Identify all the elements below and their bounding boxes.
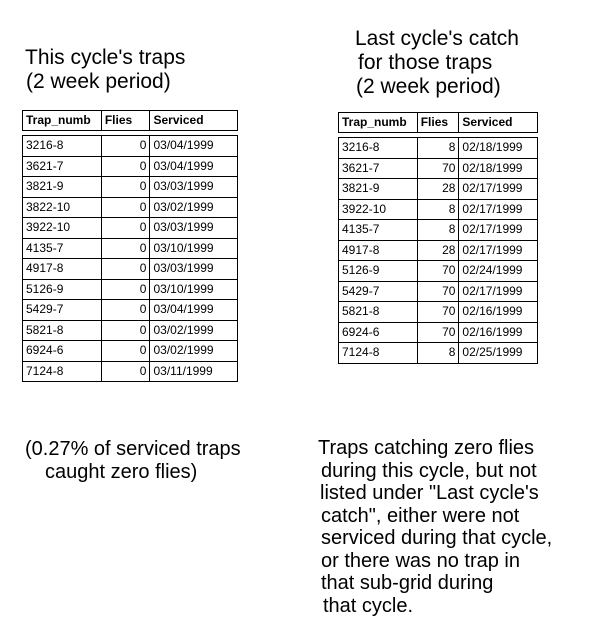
flies-cell: 0 bbox=[101, 218, 150, 239]
note-line: caught zero flies) bbox=[45, 460, 198, 483]
column-header-flies: Flies bbox=[417, 113, 459, 133]
note-line: listed under "Last cycle's bbox=[320, 482, 539, 504]
flies-cell: 0 bbox=[101, 156, 150, 177]
table-row bbox=[23, 320, 238, 341]
table-header-row bbox=[23, 111, 238, 131]
table-row bbox=[23, 259, 238, 280]
trap-number-cell: 4135-7 bbox=[339, 220, 418, 241]
flies-cell: 8 bbox=[417, 220, 459, 241]
flies-cell: 0 bbox=[101, 177, 150, 198]
table-row bbox=[23, 136, 238, 157]
note-line: serviced during that cycle, bbox=[321, 527, 553, 549]
flies-cell: 0 bbox=[101, 361, 150, 382]
serviced-date-cell: 02/16/1999 bbox=[459, 302, 538, 323]
flies-cell: 8 bbox=[417, 199, 459, 220]
flies-cell: 0 bbox=[101, 320, 150, 341]
flies-cell: 70 bbox=[417, 261, 459, 282]
heading-line: Last cycle's catch bbox=[355, 27, 519, 50]
last-cycle-catch-table bbox=[338, 112, 538, 364]
trap-number-cell: 5821-8 bbox=[23, 320, 102, 341]
note-line: during this cycle, but not bbox=[321, 459, 537, 482]
table-row bbox=[339, 220, 538, 241]
serviced-date-cell: 03/03/1999 bbox=[150, 259, 238, 280]
table-row bbox=[339, 261, 538, 282]
flies-cell: 70 bbox=[417, 302, 459, 323]
trap-number-cell: 5126-9 bbox=[339, 261, 418, 282]
serviced-date-cell: 02/17/1999 bbox=[459, 281, 538, 302]
flies-cell: 0 bbox=[101, 136, 150, 157]
table-row bbox=[339, 158, 538, 179]
this-cycle-heading bbox=[25, 46, 185, 94]
table-row bbox=[23, 300, 238, 321]
note-line: that sub-grid during bbox=[321, 572, 494, 594]
flies-cell: 0 bbox=[101, 300, 150, 321]
zero-flies-percentage-note bbox=[25, 438, 241, 483]
serviced-date-cell: 03/11/1999 bbox=[150, 361, 238, 382]
trap-number-cell: 3216-8 bbox=[339, 138, 418, 159]
trap-number-cell: 3922-10 bbox=[339, 199, 418, 220]
column-header-serviced: Serviced bbox=[459, 113, 538, 133]
trap-number-cell: 5126-9 bbox=[23, 279, 102, 300]
trap-number-cell: 3621-7 bbox=[23, 156, 102, 177]
serviced-date-cell: 03/10/1999 bbox=[150, 238, 238, 259]
serviced-date-cell: 02/17/1999 bbox=[459, 179, 538, 200]
trap-number-cell: 3922-10 bbox=[23, 218, 102, 239]
note-line: that cycle. bbox=[323, 594, 414, 617]
trap-number-cell: 5821-8 bbox=[339, 302, 418, 323]
trap-number-cell: 3621-7 bbox=[339, 158, 418, 179]
table-row bbox=[339, 199, 538, 220]
serviced-date-cell: 02/17/1999 bbox=[459, 220, 538, 241]
serviced-date-cell: 03/04/1999 bbox=[150, 136, 238, 157]
trap-number-cell: 7124-8 bbox=[339, 343, 418, 364]
table-row bbox=[23, 218, 238, 239]
serviced-date-cell: 03/02/1999 bbox=[150, 197, 238, 218]
serviced-date-cell: 02/17/1999 bbox=[459, 199, 538, 220]
flies-cell: 0 bbox=[101, 341, 150, 362]
explanation-note bbox=[318, 437, 552, 617]
table-row bbox=[23, 177, 238, 198]
serviced-date-cell: 03/04/1999 bbox=[150, 156, 238, 177]
serviced-date-cell: 02/25/1999 bbox=[459, 343, 538, 364]
flies-cell: 70 bbox=[417, 158, 459, 179]
table-row bbox=[23, 279, 238, 300]
table-row bbox=[339, 240, 538, 261]
heading-line: This cycle's traps bbox=[25, 46, 186, 69]
trap-number-cell: 3821-9 bbox=[23, 177, 102, 198]
heading-line: for those traps bbox=[358, 51, 493, 74]
serviced-date-cell: 02/18/1999 bbox=[459, 158, 538, 179]
note-line: or there was no trap in bbox=[321, 549, 520, 572]
this-cycle-traps-table bbox=[22, 110, 238, 382]
trap-number-cell: 3822-10 bbox=[23, 197, 102, 218]
note-line: Traps catching zero flies bbox=[318, 437, 535, 459]
trap-number-cell: 3216-8 bbox=[23, 136, 102, 157]
column-header-trap-number: Trap_numb bbox=[339, 113, 418, 133]
trap-number-cell: 3821-9 bbox=[339, 179, 418, 200]
trap-number-cell: 4917-8 bbox=[339, 240, 418, 261]
serviced-date-cell: 03/04/1999 bbox=[150, 300, 238, 321]
trap-number-cell: 5429-7 bbox=[23, 300, 102, 321]
serviced-date-cell: 03/10/1999 bbox=[150, 279, 238, 300]
serviced-date-cell: 02/16/1999 bbox=[459, 322, 538, 343]
flies-cell: 70 bbox=[417, 281, 459, 302]
flies-cell: 0 bbox=[101, 197, 150, 218]
column-header-flies: Flies bbox=[101, 111, 150, 131]
flies-cell: 28 bbox=[417, 179, 459, 200]
trap-number-cell: 4917-8 bbox=[23, 259, 102, 280]
note-line: catch", either were not bbox=[321, 504, 520, 527]
serviced-date-cell: 03/03/1999 bbox=[150, 218, 238, 239]
trap-number-cell: 4135-7 bbox=[23, 238, 102, 259]
serviced-date-cell: 02/24/1999 bbox=[459, 261, 538, 282]
table-row bbox=[339, 281, 538, 302]
serviced-date-cell: 03/02/1999 bbox=[150, 341, 238, 362]
serviced-date-cell: 02/17/1999 bbox=[459, 240, 538, 261]
trap-number-cell: 5429-7 bbox=[339, 281, 418, 302]
column-header-trap-number: Trap_numb bbox=[23, 111, 102, 131]
serviced-date-cell: 03/03/1999 bbox=[150, 177, 238, 198]
table-row bbox=[339, 302, 538, 323]
heading-line: (2 week period) bbox=[356, 75, 501, 98]
flies-cell: 28 bbox=[417, 240, 459, 261]
flies-cell: 0 bbox=[101, 259, 150, 280]
table-row bbox=[339, 343, 538, 364]
table-row bbox=[23, 197, 238, 218]
table-row bbox=[339, 138, 538, 159]
flies-cell: 0 bbox=[101, 238, 150, 259]
table-header-row bbox=[339, 113, 538, 133]
column-header-serviced: Serviced bbox=[150, 111, 238, 131]
flies-cell: 0 bbox=[101, 279, 150, 300]
serviced-date-cell: 02/18/1999 bbox=[459, 138, 538, 159]
last-cycle-heading bbox=[355, 27, 519, 99]
heading-line: (2 week period) bbox=[26, 70, 171, 93]
note-line: (0.27% of serviced traps bbox=[25, 438, 241, 460]
table-row bbox=[339, 179, 538, 200]
flies-cell: 8 bbox=[417, 343, 459, 364]
trap-number-cell: 7124-8 bbox=[23, 361, 102, 382]
flies-cell: 8 bbox=[417, 138, 459, 159]
table-row bbox=[23, 341, 238, 362]
table-row bbox=[23, 156, 238, 177]
trap-number-cell: 6924-6 bbox=[23, 341, 102, 362]
serviced-date-cell: 03/02/1999 bbox=[150, 320, 238, 341]
table-row bbox=[339, 322, 538, 343]
table-row bbox=[23, 238, 238, 259]
flies-cell: 70 bbox=[417, 322, 459, 343]
trap-number-cell: 6924-6 bbox=[339, 322, 418, 343]
table-row bbox=[23, 361, 238, 382]
